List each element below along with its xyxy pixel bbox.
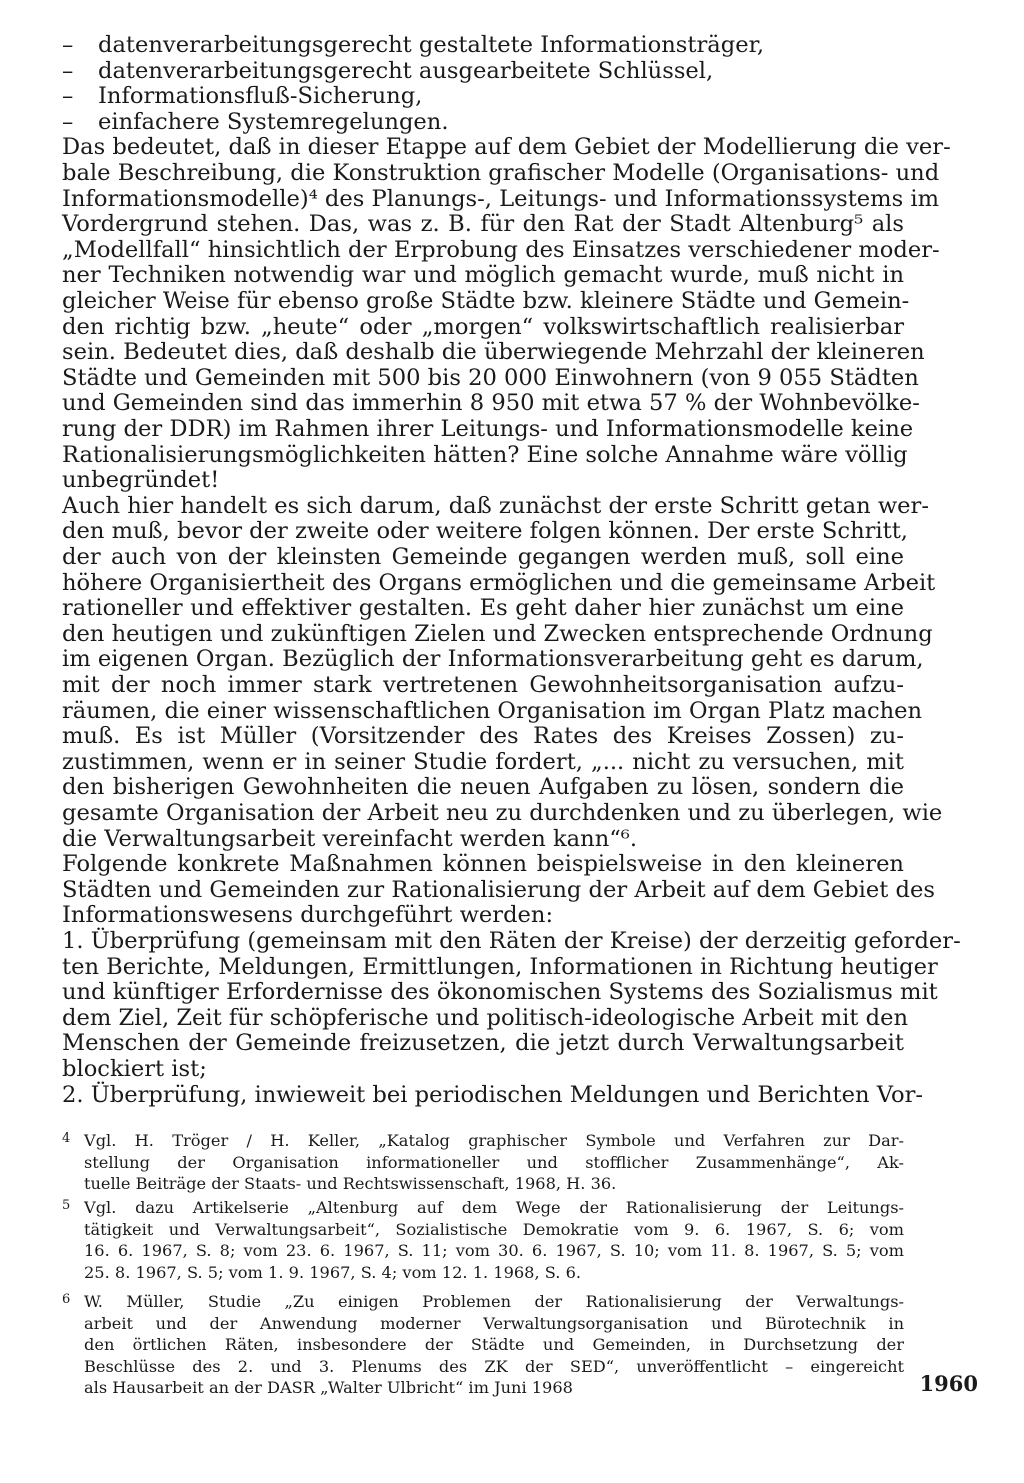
text-line (62, 749, 904, 775)
footnote-number: 5 (62, 1198, 71, 1213)
line-text: und Gemeinden sind das immerhin 8 950 mit etwa 57 % der Wohnbevölke- (62, 390, 920, 417)
text-line (62, 262, 904, 288)
footnote-line: als Hausarbeit an der DASR „Walter Ulbricht“ im Juni 1968 (84, 1378, 573, 1398)
text-line (62, 364, 919, 391)
text-line (62, 211, 904, 237)
line-text: ten Berichte, Meldungen, Ermittlungen, Informationen in Richtung heutiger (62, 953, 938, 980)
footnote-line: tuelle Beiträge der Staats- und Rechtswissenschaft, 1968, H. 36. (84, 1174, 617, 1194)
text-line (62, 953, 938, 980)
line-text: räumen, die einer wissenschaftlichen Organisation im Organ Platz machen (62, 697, 923, 724)
footnote-line: Vgl. dazu Artikelserie „Altenburg auf dem Wege der Rationalisierung der Leitungs- (84, 1198, 904, 1217)
line-text: sein. Bedeutet dies, daß deshalb die überwiegende Mehrzahl der kleineren (62, 339, 925, 366)
text-line (62, 1056, 904, 1082)
line-text: 2. Überprüfung, inwieweit bei periodischen Meldungen und Berichten Vor- (62, 1081, 924, 1108)
line-text: gesamte Organisation der Arbeit neu zu durchdenken und zu überlegen, wie (62, 800, 943, 826)
text-line (62, 390, 920, 417)
line-text: im eigenen Organ. Bezüglich der Informationsverarbeitung geht es darum, (62, 646, 924, 673)
line-text: Rationalisierungsmöglichkeiten hätten? Eine solche Annahme wäre völlig (62, 441, 908, 468)
text-line (62, 672, 904, 698)
text-line (62, 928, 961, 954)
text-line (62, 800, 943, 826)
line-text: muß. Es ist Müller (Vorsitzender des Rates des Kreises Zossen) zu- (62, 723, 904, 750)
text-line (62, 646, 924, 673)
text-line (62, 288, 910, 314)
list-item (62, 83, 904, 109)
footnote-line: Beschlüsse des 2. und 3. Plenums des ZK der SED“, unveröffentlicht – eingereicht (84, 1356, 904, 1376)
line-text: der auch von der kleinsten Gemeinde gegangen werden muß, soll eine (62, 544, 904, 570)
line-text: ner Techniken notwendig war und möglich gemacht wurde, muß nicht in (62, 262, 904, 289)
dash-bullet: – (62, 83, 74, 110)
text-line (62, 620, 933, 647)
text-line (62, 569, 936, 596)
line-text: einfachere Systemregelungen. (98, 108, 449, 135)
text-line (62, 160, 940, 186)
page-number: 1960 (919, 1371, 978, 1396)
line-text: Menschen der Gemeinde freizusetzen, die jetzt durch Verwaltungsarbeit (62, 1030, 904, 1057)
line-text: datenverarbeitungsgerecht ausgearbeitete Schlüssel, (98, 57, 714, 84)
line-text: 1. Überprüfung (gemeinsam mit den Räten der Kreise) der derzeitig geforder- (62, 928, 961, 954)
line-text: gleicher Weise für ebenso große Städte bzw. kleinere Städte und Gemein- (62, 288, 910, 314)
line-text: den muß, bevor der zweite oder weitere folgen können. Der erste Schritt, (62, 518, 908, 545)
text-line (62, 697, 923, 724)
line-text: Informationswesens durchgeführt werden: (62, 902, 554, 929)
line-text: dem Ziel, Zeit für schöpferische und politisch-ideologische Arbeit mit den (62, 1004, 909, 1031)
text-line (62, 826, 904, 852)
dash-bullet: – (62, 57, 74, 84)
footnote-line: 16. 6. 1967, S. 8; vom 23. 6. 1967, S. 11; vom 30. 6. 1967, S. 10; vom 11. 8. 1967, S. 5; vom (84, 1241, 904, 1261)
text-line (62, 339, 925, 366)
text-line (62, 518, 908, 545)
line-text: Informationsfluß-Sicherung, (98, 83, 423, 110)
line-text: datenverarbeitungsgerecht gestaltete Informationsträger, (98, 32, 765, 58)
text-line (62, 595, 904, 621)
list-item (62, 58, 904, 84)
footnote-line: Vgl. H. Tröger / H. Keller, „Katalog graphischer Symbole und Verfahren zur Dar- (84, 1131, 904, 1150)
line-text: Vordergrund stehen. Das, was z. B. für den Rat der Stadt Altenburg⁵ als (62, 211, 904, 238)
line-text: Städten und Gemeinden zur Rationalisierung der Arbeit auf dem Gebiet des (62, 876, 935, 903)
text-line (62, 774, 904, 800)
line-text: die Verwaltungsarbeit vereinfacht werden kann“⁶. (62, 825, 638, 852)
footnote-line: stellung der Organisation informationeller und stofflicher Zusammenhänge“, Ak- (84, 1152, 904, 1172)
line-text: unbegründet! (62, 467, 220, 494)
text-line (62, 134, 951, 161)
dash-bullet: – (62, 32, 74, 58)
text-line (62, 1081, 924, 1108)
text-line (62, 467, 904, 493)
line-text: den heutigen und zukünftigen Zielen und Zwecken entsprechende Ordnung (62, 620, 933, 647)
text-line (62, 236, 940, 263)
line-text: blockiert ist; (62, 1056, 207, 1082)
text-line (62, 314, 904, 340)
text-line (62, 441, 908, 468)
text-line (62, 1004, 909, 1031)
footnote-line: 25. 8. 1967, S. 5; vom 1. 9. 1967, S. 4; vom 12. 1. 1968, S. 6. (84, 1262, 582, 1282)
text-line (62, 979, 938, 1006)
list-item (62, 109, 904, 135)
line-text: „Modellfall“ hinsichtlich der Erprobung des Einsatzes verschiedener moder- (62, 236, 940, 263)
footnote-line: den örtlichen Räten, insbesondere der Städte und Gemeinden, in Durchsetzung der (84, 1335, 904, 1355)
line-text: Auch hier handelt es sich darum, daß zunächst der erste Schritt getan wer- (62, 492, 929, 519)
footnote-line: tätigkeit und Verwaltungsarbeit“, Sozialistische Demokratie vom 9. 6. 1967, S. 6; vom (84, 1219, 904, 1239)
footnote-number: 6 (62, 1292, 71, 1307)
footnote-line: W. Müller, Studie „Zu einigen Problemen der Rationalisierung der Verwaltungs- (84, 1292, 904, 1311)
line-text: den bisherigen Gewohnheiten die neuen Aufgaben zu lösen, sondern die (62, 774, 904, 801)
dash-bullet: – (62, 108, 74, 135)
line-text: rationeller und effektiver gestalten. Es geht daher hier zunächst um eine (62, 595, 904, 622)
line-text: zustimmen, wenn er in seiner Studie fordert, „... nicht zu versuchen, mit (62, 748, 904, 775)
line-text: Städte und Gemeinden mit 500 bis 20 000 Einwohnern (von 9 055 Städten (62, 364, 919, 391)
text-line (62, 902, 904, 928)
text-line (62, 544, 904, 570)
line-text: höhere Organisiertheit des Organs ermöglichen und die gemeinsame Arbeit (62, 569, 936, 596)
line-text: rung der DDR) im Rahmen ihrer Leitungs- und Informationsmodelle keine (62, 416, 914, 442)
text-line (62, 492, 929, 519)
footnote-line: arbeit und der Anwendung moderner Verwaltungsorganisation und Bürotechnik in (84, 1313, 904, 1333)
line-text: und künftiger Erfordernisse des ökonomischen Systems des Sozialismus mit (62, 979, 938, 1006)
text-line (62, 723, 904, 749)
footnote-number: 4 (62, 1131, 71, 1146)
text-line (62, 876, 935, 903)
text-line (62, 416, 914, 442)
list-item (62, 32, 904, 58)
line-text: mit der noch immer stark vertretenen Gewohnheitsorganisation aufzu- (62, 672, 904, 698)
text-line (62, 185, 939, 212)
line-text: den richtig bzw. „heute“ oder „morgen“ volkswirtschaftlich realisierbar (62, 313, 904, 340)
line-text: Folgende konkrete Maßnahmen können beispielsweise in den kleineren (62, 851, 904, 878)
text-line (62, 1030, 904, 1056)
line-text: bale Beschreibung, die Konstruktion grafischer Modelle (Organisations- und (62, 160, 940, 186)
line-text: Das bedeutet, daß in dieser Etappe auf dem Gebiet der Modellierung die ver- (62, 134, 951, 161)
text-line (62, 851, 904, 877)
line-text: Informationsmodelle)⁴ des Planungs-, Leitungs- und Informationssystems im (62, 185, 939, 212)
